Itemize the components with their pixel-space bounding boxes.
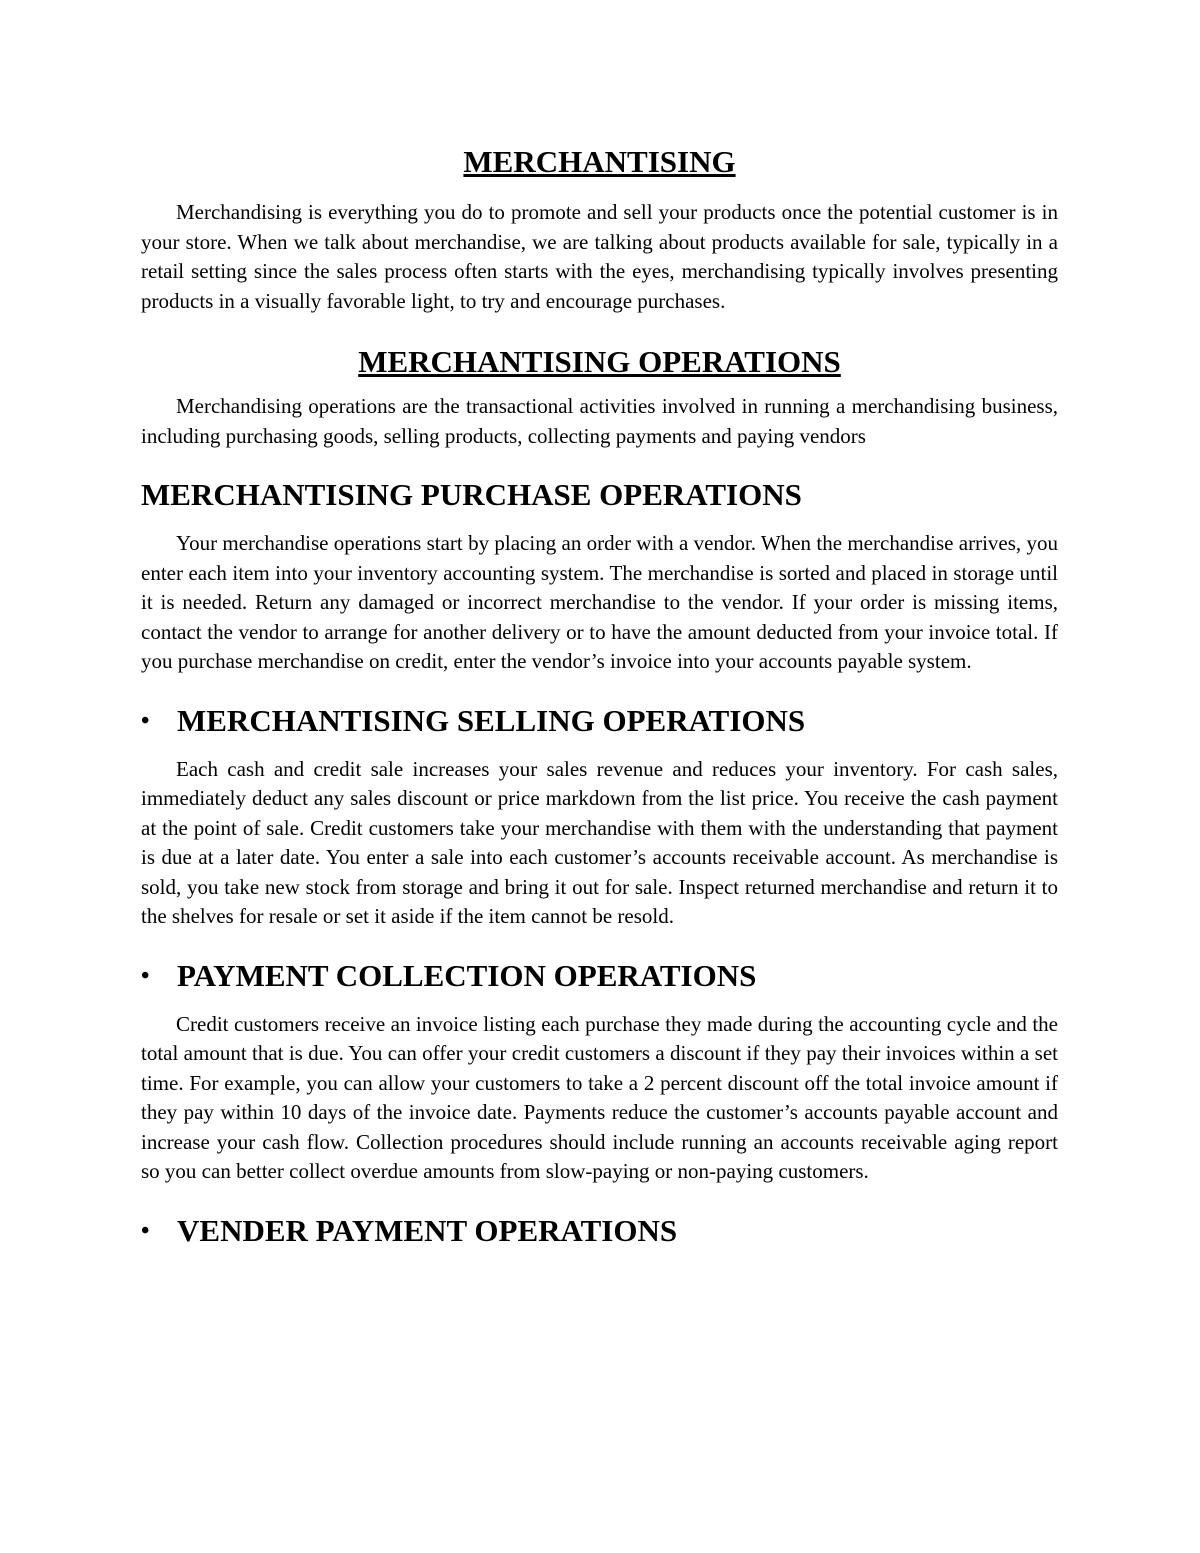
paragraph-purchase-operations: Your merchandise operations start by placing an order with a vendor. When the merchandise arrives, you enter each item into your inventory accounting system. The merchandise is sorted and placed in storage until it is needed. Return any damaged or incorrect merchandise to the vendor. If your order is missing items, contact the vendor to arrange for another delivery or to have the amount deducted from your invoice total. If you purchase merchandise on credit, enter the vendor’s invoice into your accounts payable system. [141,531,1058,673]
heading-purchase-operations: MERCHANTISING PURCHASE OPERATIONS [141,477,802,512]
bullet-icon: • [141,707,150,734]
section-title-operations: MERCHANTISING OPERATIONS [358,344,841,379]
heading-collection-label: PAYMENT COLLECTION OPERATIONS [177,957,757,993]
bullet-icon: • [141,1217,150,1244]
heading-collection-operations [141,956,1058,996]
document-page [141,142,1058,1265]
heading-selling-label: MERCHANTISING SELLING OPERATIONS [177,702,806,738]
heading-vender-label: VENDER PAYMENT OPERATIONS [177,1212,678,1248]
paragraph-merchandising: Merchandising is everything you do to promote and sell your products once the potential customer is in your store. When we talk about merchandise, we are talking about products available for sale, typically in a retail setting since the sales process often starts with the eyes, merchandising typically involves presenting products in a visually favorable light, to try and encourage purchases. [141,200,1058,313]
paragraph-operations: Merchandising operations are the transactional activities involved in running a merchandising business, including purchasing goods, selling products, collecting payments and paying vendors [141,394,1058,448]
heading-selling-operations [141,701,1058,741]
page-title: MERCHANTISING [463,144,736,179]
paragraph-selling-operations: Each cash and credit sale increases your sales revenue and reduces your inventory. For cash sales, immediately deduct any sales discount or price markdown from the list price. You receive the cash payment at the point of sale. Credit customers take your merchandise with them with the understanding that payment is due at a later date. You enter a sale into each customer’s accounts receivable account. As merchandise is sold, you take new stock from storage and bring it out for sale. Inspect returned merchandise and return it to the shelves for resale or set it aside if the item cannot be resold. [141,756,1058,928]
heading-vender-operations [141,1211,1058,1251]
bullet-icon: • [141,962,150,989]
paragraph-collection-operations: Credit customers receive an invoice listing each purchase they made during the accounting cycle and the total amount that is due. You can offer your credit customers a discount if they pay their invoices within a set time. For example, you can allow your customers to take a 2 percent discount off the total invoice amount if they pay within 10 days of the invoice date. Payments reduce the customer’s accounts payable account and increase your cash flow. Collection procedures should include running an accounts receivable aging report so you can better collect overdue amounts from slow-paying or non-paying customers. [141,1011,1058,1183]
